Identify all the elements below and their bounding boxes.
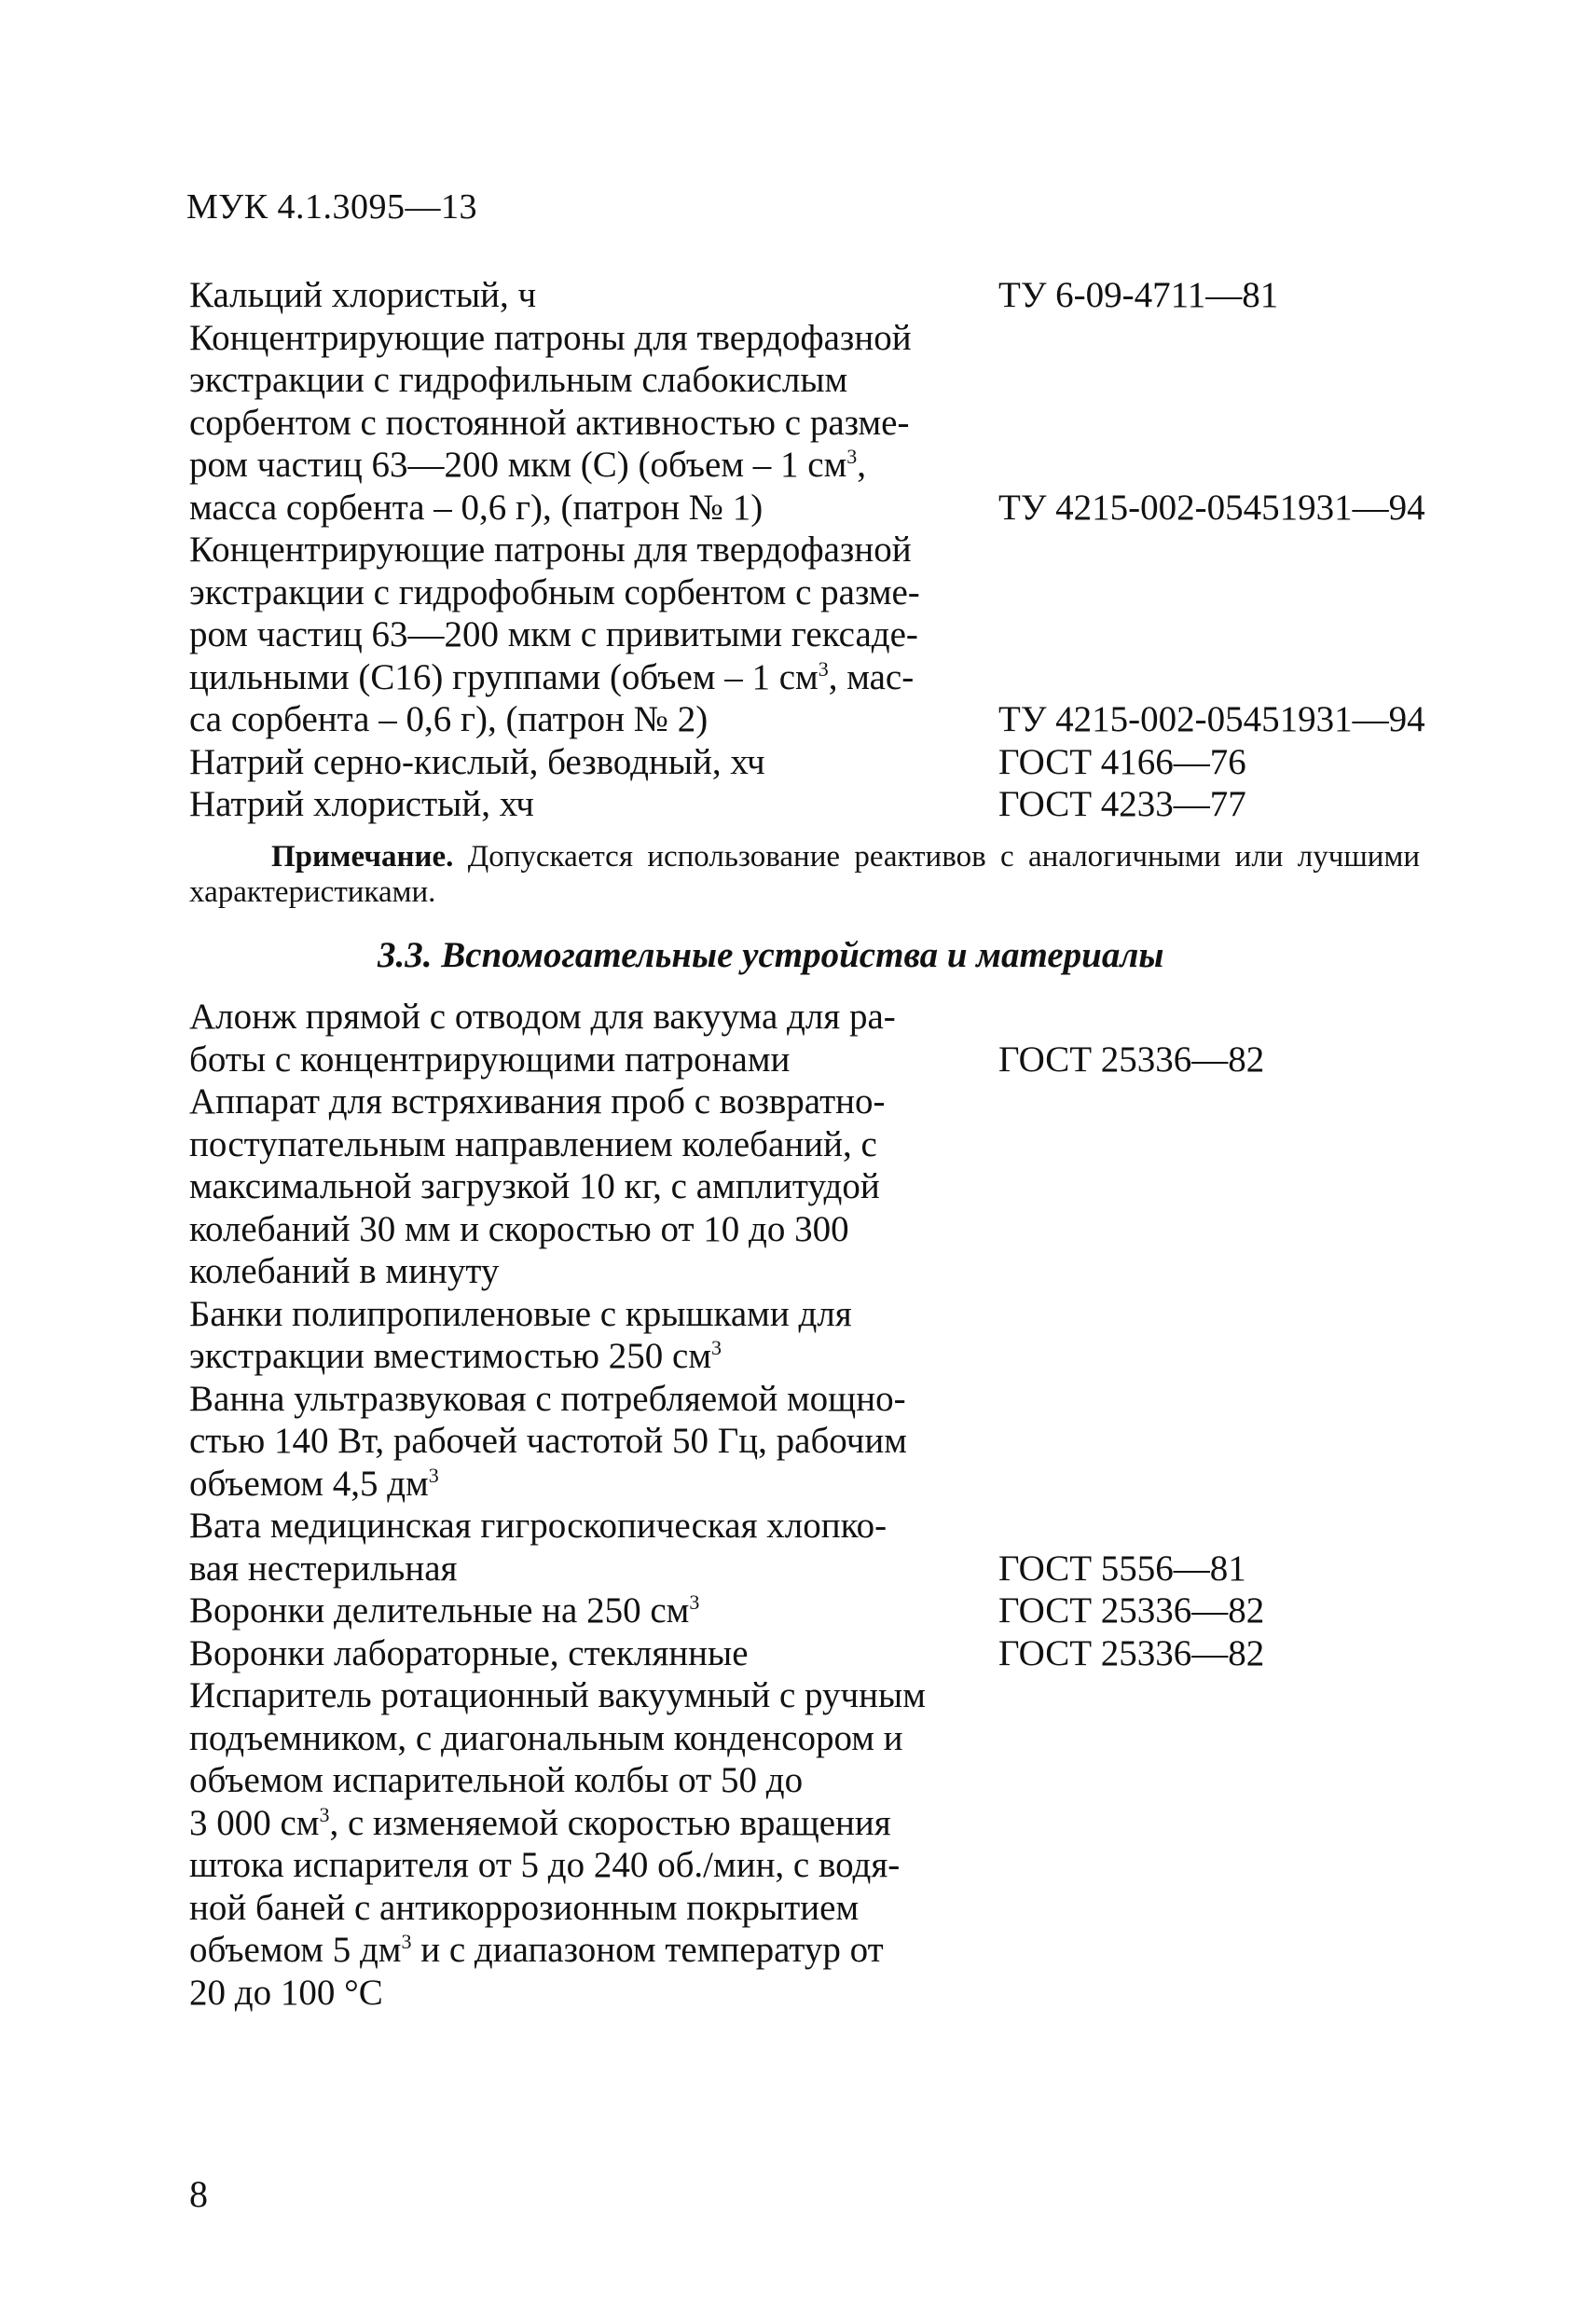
equipment-item-name-line: стью 140 Вт, рабочей частотой 50 Гц, рабочим: [189, 1421, 907, 1461]
equipment-item-name-line: объемом 4,5 $дм^3$: [189, 1463, 439, 1504]
reagent-item-name: [189, 274, 991, 317]
reagent-item-name-line: ром частиц 63—200 мкм (С) (объем – 1 $см^3$,: [189, 445, 867, 485]
reagent-item-name-line: экстракции с гидрофобным сорбентом с разме-: [189, 571, 920, 612]
equipment-item-name-line: колебаний 30 мм и скоростью от 10 до 300: [189, 1208, 849, 1249]
equipment-item-name-line: боты с концентрирующими патронами: [189, 1039, 791, 1080]
equipment-item-name-line: 20 до 100 °С: [189, 1972, 383, 2013]
equipment-item: [189, 1293, 1438, 1378]
equipment-item: [189, 996, 1438, 1080]
equipment-item-name-line: Испаритель ротационный вакуумный с ручным: [189, 1675, 926, 1715]
equipment-item-name-line: колебаний в минуту: [189, 1251, 500, 1291]
equipment-item-name-line: 3 000 $см^3$, с изменяемой скоростью вращения: [189, 1802, 891, 1843]
equipment-item-name-line: Воронки лабораторные, стеклянные: [189, 1632, 749, 1673]
equipment-item-name: [189, 1080, 991, 1293]
reagent-item-standard: ТУ 4215-002-05451931—94: [998, 699, 1425, 739]
equipment-item-name-line: Аппарат для встряхивания проб с возвратно-: [189, 1081, 886, 1122]
equipment-item-name-line: объемом 5 $дм^3$ и с диапазоном температур от: [189, 1930, 884, 1970]
equipment-item-name-line: вая нестерильная: [189, 1548, 458, 1589]
reagent-item-name-line: са сорбента – 0,6 г), (патрон № 2): [189, 699, 709, 739]
equipment-item-name: [189, 1674, 991, 2014]
equipment-item: [189, 1080, 1438, 1293]
equipment-item-name: [189, 1378, 991, 1506]
equipment-item-standard: ГОСТ 25336—82: [998, 1632, 1265, 1673]
reagent-item-name-line: Кальций хлористый, ч: [189, 275, 537, 315]
equipment-item-name-line: Ванна ультразвуковая с потребляемой мощно-: [189, 1378, 906, 1419]
reagent-item-standard: ТУ 6-09-4711—81: [998, 275, 1279, 315]
equipment-item: [189, 1590, 1438, 1632]
reagent-item-name-line: Концентрирующие патроны для твердофазной: [189, 317, 912, 358]
reagent-item-standard: ГОСТ 4233—77: [998, 784, 1246, 824]
reagent-item-name: [189, 317, 991, 530]
reagent-item-name-line: ром частиц 63—200 мкм с привитыми гексаде-: [189, 614, 918, 654]
note-paragraph: [189, 839, 1420, 910]
equipment-item: [189, 1674, 1438, 2014]
reagent-item-name: [189, 783, 991, 826]
reagents-list: [189, 274, 1438, 826]
equipment-item-standard: ГОСТ 5556—81: [998, 1548, 1246, 1589]
equipment-item-name-line: Вата медицинская гигроскопическая хлопко-: [189, 1506, 887, 1546]
equipment-item-name-line: максимальной загрузкой 10 кг, с амплитудой: [189, 1166, 880, 1206]
equipment-item-name-line: Алонж прямой с отводом для вакуума для ра-: [189, 997, 896, 1037]
reagent-item: [189, 317, 1438, 530]
equipment-item-name: [189, 1590, 991, 1632]
equipment-item-name: [189, 1632, 991, 1675]
reagent-item-name-line: Концентрирующие патроны для твердофазной: [189, 530, 912, 570]
equipment-item-name-line: Банки полипропиленовые с крышками для: [189, 1293, 852, 1334]
note-text: Допускается использование реактивов с аналогичными или лучшими характеристиками.: [189, 840, 1420, 909]
reagent-item: [189, 529, 1438, 741]
reagent-item-standard: ГОСТ 4166—76: [998, 741, 1246, 782]
equipment-item: [189, 1632, 1438, 1675]
equipment-item-name: [189, 1505, 991, 1590]
equipment-item-name-line: штока испарителя от 5 до 240 об./мин, с водя-: [189, 1845, 901, 1885]
reagent-item: [189, 274, 1438, 317]
equipment-item-name-line: ной баней с антикоррозионным покрытием: [189, 1887, 860, 1928]
reagent-item-name-line: масса сорбента – 0,6 г), (патрон № 1): [189, 487, 764, 528]
equipment-item: [189, 1505, 1438, 1590]
equipment-item: [189, 1378, 1438, 1506]
equipment-item-name-line: объемом испарительной колбы от 50 до: [189, 1760, 804, 1800]
document-code-header: МУК 4.1.3095—13: [186, 187, 478, 227]
equipment-item-name-line: экстракции вместимостью 250 $см^3$: [189, 1336, 722, 1376]
reagent-item: [189, 783, 1438, 826]
page-number: 8: [189, 2173, 208, 2215]
reagent-item-name-line: экстракции с гидрофильным слабокислым: [189, 360, 848, 400]
equipment-item-standard: ГОСТ 25336—82: [998, 1590, 1265, 1631]
equipment-list: [189, 996, 1438, 2014]
reagent-item-name-line: цильными (С16) группами (объем – 1 $см^3$, мас-: [189, 656, 915, 697]
reagent-item-name-line: Натрий серно-кислый, безводный, хч: [189, 741, 765, 782]
equipment-item-name-line: Воронки делительные на 250 $см^3$: [189, 1590, 700, 1631]
reagent-item-name: [189, 529, 991, 741]
reagent-item-name: [189, 741, 991, 784]
reagent-item: [189, 741, 1438, 784]
reagent-item-name-line: сорбентом с постоянной активностью с разме-: [189, 402, 910, 443]
equipment-item-name-line: поступательным направлением колебаний, с: [189, 1123, 877, 1164]
section-title: 3.3. Вспомогательные устройства и материалы: [378, 935, 1164, 975]
equipment-item-name: [189, 996, 991, 1080]
reagent-item-name-line: Натрий хлористый, хч: [189, 784, 534, 824]
reagent-item-standard: ТУ 4215-002-05451931—94: [998, 487, 1425, 528]
note-label: Примечание.: [271, 840, 454, 874]
equipment-item-name: [189, 1293, 991, 1378]
equipment-item-name-line: подъемником, с диагональным конденсором и: [189, 1717, 903, 1758]
equipment-item-standard: ГОСТ 25336—82: [998, 1039, 1265, 1080]
